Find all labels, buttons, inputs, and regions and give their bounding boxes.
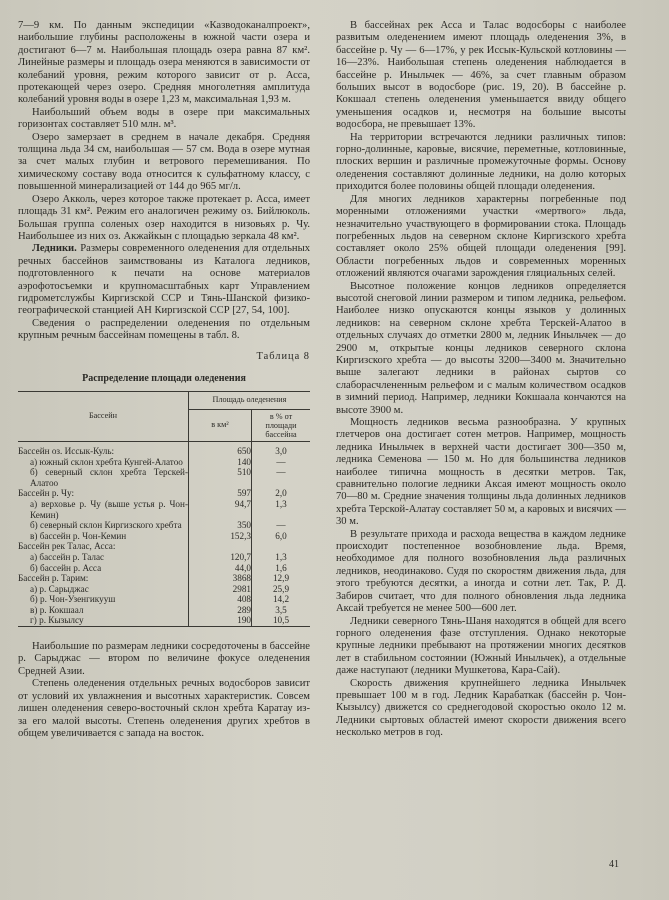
cell-area-km: 190 — [189, 615, 252, 626]
table-row — [18, 520, 310, 531]
left-column — [18, 20, 310, 740]
table-row — [18, 615, 310, 626]
cell-area-pct: 10,5 — [252, 615, 311, 626]
cell-area-km: 597 — [189, 488, 252, 499]
cell-area-km: 650 — [189, 441, 252, 456]
cell-area-km: 2981 — [189, 584, 252, 595]
cell-area-pct — [252, 541, 311, 552]
paragraph: Наибольшие по размерам ледники сосредоточены в бассейне р. Сарыджас — втором по величине фокусе оледенения Средней Азии. — [18, 641, 310, 677]
cell-area-pct: — — [252, 467, 311, 488]
cell-area-km — [189, 541, 252, 552]
paragraph: Скорость движения крупнейшего ледника Иныльчек превышает 100 м в год. Ледник Карабаткак (бассейн р. Чон-Кызылсу) движется со среднегодовой скоростью около 12 м. Ледники сыртовых областей имеют скорости движения всего несколько метров в год. — [336, 677, 626, 739]
paragraph: На территории встречаются ледники различных типов: горно-долинные, каровые, висячие, переметные, котловинные, плоских вершин и различные промежуточные формы. Основу оледенения составляют долинные ледники, на долю которых приходится более половины общей площади оледенения. — [336, 131, 626, 193]
header-basin: Бассейн — [18, 392, 189, 442]
paragraph: Высотное положение концов ледников определяется высотой снеговой линии размером и типом ледника, рельефом. Наиболее низко опускаются концы языков у долинных ледников: на северном склоне хребта Терскей-Алатоо в отдельных случаях до отметки 2800 м, ледник Иныльчек — до 2900 м, открытые концы ледников северного склона Киргизского хребта — до высоты 3200—3400 м. Значительно выше залегают ледники в районах сыртов со слаборасчлененным рельефом и с малым количеством осадков в зимний период. Например, ледники Кокшаала кончаются на высоте 3900 м. — [336, 280, 626, 416]
table-row — [18, 563, 310, 574]
glaciation-table — [18, 391, 310, 627]
table-body — [18, 441, 310, 626]
cell-basin: Бассейн оз. Иссык-Куль: — [18, 445, 115, 456]
section-lead-glaciers: Ледники. — [32, 243, 77, 255]
cell-area-pct: 3,0 — [252, 441, 311, 456]
table-row — [18, 541, 310, 552]
cell-area-pct: — — [252, 457, 311, 468]
page-number: 41 — [609, 859, 619, 870]
cell-area-km: 152,3 — [189, 531, 252, 542]
cell-area-pct: 14,2 — [252, 594, 311, 605]
cell-basin: б) бассейн р. Асса — [30, 562, 102, 573]
paragraph-text: Размеры современного оледенения для отдельных речных бассейнов заимствованы из Каталога ледников, подготовленного к печати на основе материалов аэрофотосъемки и крупномасштабных карт Управлением гидрометслужбы Киргизской ССР и Тянь-Шанской физико-географической станцией АН Киргизской ССР [27, 54, 100]. — [18, 243, 310, 317]
cell-area-km: 140 — [189, 457, 252, 468]
paragraph: Сведения о распределении оледенения по отдельным крупным речным бассейнам помещены в табл. 8. — [18, 317, 310, 342]
paragraph: Ледники северного Тянь-Шаня находятся в общей для всего горного оледенения фазе отступления. Однако некоторые крупные ледники пребывают на протяжении многих десятков лет в стабильном состоянии (Южный Иныльчек), а отдельные даже наступают (ледники Мушкетова, Кара-Сай). — [336, 615, 626, 677]
cell-area-km: 350 — [189, 520, 252, 531]
cell-basin: а) бассейн р. Талас — [30, 551, 105, 562]
cell-area-pct: 12,9 — [252, 573, 311, 584]
table-row — [18, 441, 310, 456]
table-row — [18, 552, 310, 563]
right-column — [336, 20, 626, 740]
table-row — [18, 467, 310, 488]
cell-basin: а) верховье р. Чу (выше устья р. Чон-Кемин) — [30, 498, 188, 520]
cell-area-pct: 3,5 — [252, 605, 311, 616]
cell-basin: в) р. Кокшаал — [30, 604, 84, 615]
paragraph: В результате прихода и расхода вещества в каждом леднике происходит постепенное возобновление льда. Время, необходимое для полного возобновления льда различных ледников, неодинаково. Судя по скоростям движения льда, для этого требуются десятки, а иногда и сотни лет. Так, Р. Д. Забиров считает, что для полного обновления льда ледника Аксай требуется не менее 500—600 лет. — [336, 528, 626, 615]
cell-area-pct: 1,3 — [252, 552, 311, 563]
paragraph: Озеро замерзает в среднем в начале декабря. Средняя толщина льда 34 см, наибольшая — 57 см. Вода в озере мутная за счет малых глубин и ветрового перемешивания. По химическому составу вода относится к сульфатному классу, с повышенной минерализацией от 144 до 965 мг/л. — [18, 131, 310, 193]
table-row — [18, 531, 310, 542]
paragraph: Мощность ледников весьма разнообразна. У крупных глетчеров она достигает сотен метров. Например, мощность ледника Иныльчек в верхней части достигает 300—350 м, ледника Семенова — 150 м. Но для большинства ледников наиболее типична мощность в десятки метров. Так, сравнительно пологие ледники Аксая имеют мощность около 70—80 м. Средние значения толщины льда долинных ледников хребта Терской-Алатау составляет 50 м, а каровых и висячих — 30 м. — [336, 417, 626, 528]
paragraph: Степень оледенения отдельных речных водосборов зависит от условий их увлажнения и высотных характеристик. Совсем лишен оледенения северо-восточный склон хребта Каратау из-за его малой высоты. Степень оледенения других хребтов в общем увеличивается с запада на восток. — [18, 678, 310, 739]
cell-area-pct: 25,9 — [252, 584, 311, 595]
table-row — [18, 594, 310, 605]
table-row — [18, 573, 310, 584]
cell-basin: а) р. Сарыджас — [30, 583, 89, 594]
cell-area-km: 3868 — [189, 573, 252, 584]
paragraph — [18, 243, 310, 317]
cell-basin: б) северный склон хребта Терскей-Алатоо — [30, 467, 188, 488]
cell-basin: б) северный склон Киргизского хребта — [30, 520, 182, 531]
table-title: Распределение площади оледенения — [82, 372, 246, 384]
table-header-row — [18, 392, 310, 410]
paragraph: Озеро Акколь, через которое также протекает р. Асса, имеет площадь 31 км². Режим его аналогичен режиму оз. Бийлюколь. Большая группа соленых озер находится в низовьях р. Чу. Наибольшее из них оз. Акжайкын с площадью зеркала 48 км². — [18, 193, 310, 242]
cell-area-pct: 2,0 — [252, 488, 311, 499]
cell-area-pct: — — [252, 520, 311, 531]
cell-area-pct: 1,3 — [252, 499, 311, 520]
table-number: Таблица 8 — [256, 350, 310, 362]
after-table-text — [18, 641, 310, 740]
table-row — [18, 499, 310, 520]
cell-basin: г) р. Кызылсу — [18, 615, 189, 626]
cell-basin: в) бассейн р. Чон-Кемин — [30, 530, 127, 541]
cell-area-km: 44,0 — [189, 563, 252, 574]
cell-basin: Бассейн р. Чу: — [18, 488, 75, 499]
header-km: в км² — [189, 409, 252, 441]
cell-area-km: 94,7 — [189, 499, 252, 520]
paragraph: 7—9 км. По данным экспедиции «Казводоканалпроект», наибольшие глубины расположены в южной части озера и достигают 6—7 м. Наибольшая площадь озера равна 87 км². Линейные размеры и площадь озера меняются в зависимости от колебаний уровня, режим которого зависит от р. Асса, протекающей через озеро. Средняя многолетняя амплитуда колебаний уровня воды в озере 1,23 м, максимальная 1,93 м. — [18, 20, 310, 106]
cell-area-pct: 1,6 — [252, 563, 311, 574]
header-pct: в % от площади бассейна — [252, 409, 311, 441]
table-row — [18, 605, 310, 616]
cell-basin: а) южный склон хребта Кунгей-Алатоо — [30, 456, 183, 467]
paragraph: В бассейнах рек Асса и Талас водосборы с наиболее развитым оледенением имеют площадь оледенения 3%, в бассейне р. Чу — 6—17%, у рек Иссык-Кульской котловины — 16—23%. Наибольшая степень оледенения наблюдается в бассейне р. Иныльчек — 46%, за счет главным образом больших высот в водосборе (рис. 19, 20). В бассейне р. Кокшаал степень оледенения уменьшается ввиду общего уменьшения осадков и, несмотря на большие высоты водосбора, не превышает 13%. — [336, 20, 626, 131]
cell-area-pct: 6,0 — [252, 531, 311, 542]
cell-basin: б) р. Чон-Узенгикууш — [30, 594, 116, 605]
cell-basin: Бассейн р. Тарим: — [18, 573, 89, 584]
cell-area-km: 120,7 — [189, 552, 252, 563]
header-area-group: Площадь оледенения — [189, 392, 311, 410]
table-row — [18, 488, 310, 499]
paragraph: Наибольший объем воды в озере при максимальных горизонтах составляет 510 млн. м³. — [18, 106, 310, 131]
table-row — [18, 457, 310, 468]
cell-area-km: 289 — [189, 605, 252, 616]
paragraph: Для многих ледников характерны погребенные под моренными отложениями участки «мертвого» льда, незначительно участвующего в формировании стока. Площадь погребенных льдов на северном склоне Киргизского хребта составляет около 25% общей площади оледенения [99]. Области погребенных льдов и современных моренных отложений являются очагами зарождения гляциальных селей. — [336, 193, 626, 280]
cell-basin: Бассейн рек Талас, Асса: — [18, 541, 116, 552]
cell-area-km: 408 — [189, 594, 252, 605]
table-row — [18, 584, 310, 595]
cell-area-km: 510 — [189, 467, 252, 488]
